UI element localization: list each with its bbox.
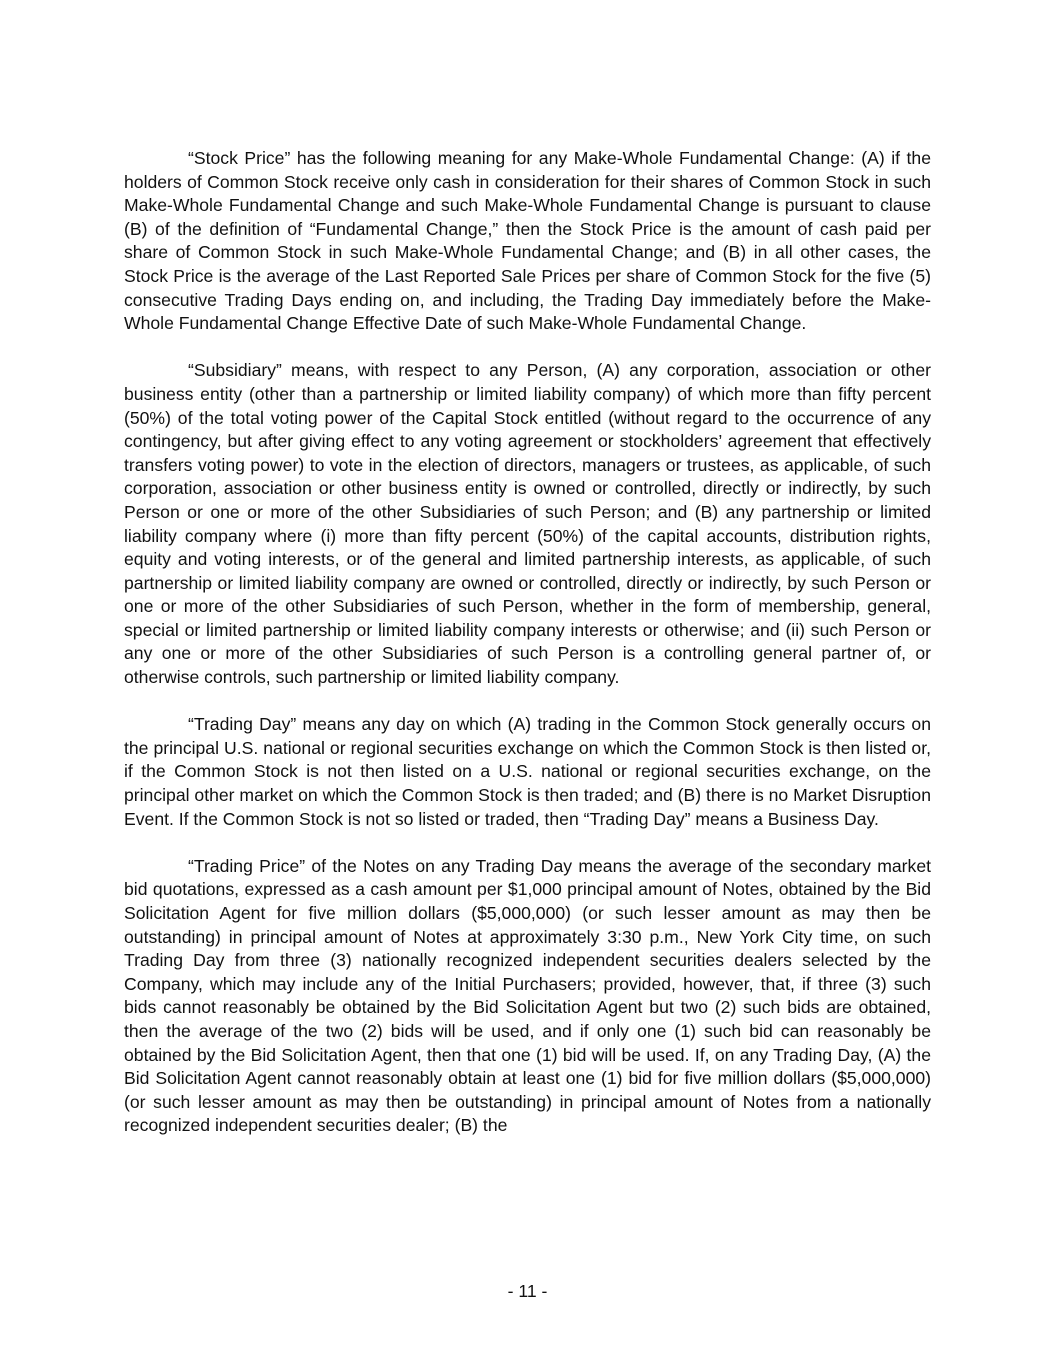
document-page <box>124 147 931 1162</box>
page-number: - 11 - <box>507 1281 548 1301</box>
definition-subsidiary: “Subsidiary” means, with respect to any Person, (A) any corporation, association or other business entity (other than a partnership or limited liability company) of which more than fifty percent (50%) of the total voting power of the Capital Stock entitled (without regard to the occurrence of any contingency, but after giving effect to any voting agreement or stockholders’ agreement that effectively transfers voting power) to vote in the election of directors, managers or trustees, as applicable, of such corporation, association or other business entity is owned or controlled, directly or indirectly, by such Person or one or more of the other Subsidiaries of such Person; and (B) any partnership or limited liability company where (i) more than fifty percent (50%) of the capital accounts, distribution rights, equity and voting interests, or of the general and limited partnership interests, as applicable, of such partnership or limited liability company are owned or controlled, directly or indirectly, by such Person or one or more of the other Subsidiaries of such Person, whether in the form of membership, general, special or limited partnership or limited liability company interests or otherwise; and (ii) such Person or any one or more of the other Subsidiaries of such Person is a controlling general partner of, or otherwise controls, such partnership or limited liability company. <box>124 360 931 688</box>
definition-trading-day: “Trading Day” means any day on which (A) trading in the Common Stock generally occurs on the principal U.S. national or regional securities exchange on which the Common Stock is then listed or, if the Common Stock is not then listed on a U.S. national or regional securities exchange, on the principal other market on which the Common Stock is then traded; and (B) there is no Market Disruption Event. If the Common Stock is not so listed or traded, then “Trading Day” means a Business Day. <box>124 714 931 829</box>
definition-stock-price: “Stock Price” has the following meaning for any Make-Whole Fundamental Change: (A) if the holders of Common Stock receive only cash in consideration for their shares of Common Stock in such Make-Whole Fundamental Change and such Make-Whole Fundamental Change is pursuant to clause (B) of the definition of “Fundamental Change,” then the Stock Price is the amount of cash paid per share of Common Stock in such Make-Whole Fundamental Change; and (B) in all other cases, the Stock Price is the average of the Last Reported Sale Prices per share of Common Stock for the five (5) consecutive Trading Days ending on, and including, the Trading Day immediately before the Make-Whole Fundamental Change Effective Date of such Make-Whole Fundamental Change. <box>124 148 931 334</box>
definition-trading-price: “Trading Price” of the Notes on any Trading Day means the average of the secondary market bid quotations, expressed as a cash amount per $1,000 principal amount of Notes, obtained by the Bid Solicitation Agent for five million dollars ($5,000,000) (or such lesser amount as may then be outstanding) in principal amount of Notes at approximately 3:30 p.m., New York City time, on such Trading Day from three (3) nationally recognized independent securities dealers selected by the Company, which may include any of the Initial Purchasers; provided, however, that, if three (3) such bids cannot reasonably be obtained by the Bid Solicitation Agent but two (2) such bids are obtained, then the average of the two (2) bids will be used, and if only one (1) such bid can reasonably be obtained by the Bid Solicitation Agent, then that one (1) bid will be used. If, on any Trading Day, (A) the Bid Solicitation Agent cannot reasonably obtain at least one (1) bid for five million dollars ($5,000,000) (or such lesser amount as may then be outstanding) in principal amount of Notes from a nationally recognized independent securities dealer; (B) the <box>124 855 931 1136</box>
